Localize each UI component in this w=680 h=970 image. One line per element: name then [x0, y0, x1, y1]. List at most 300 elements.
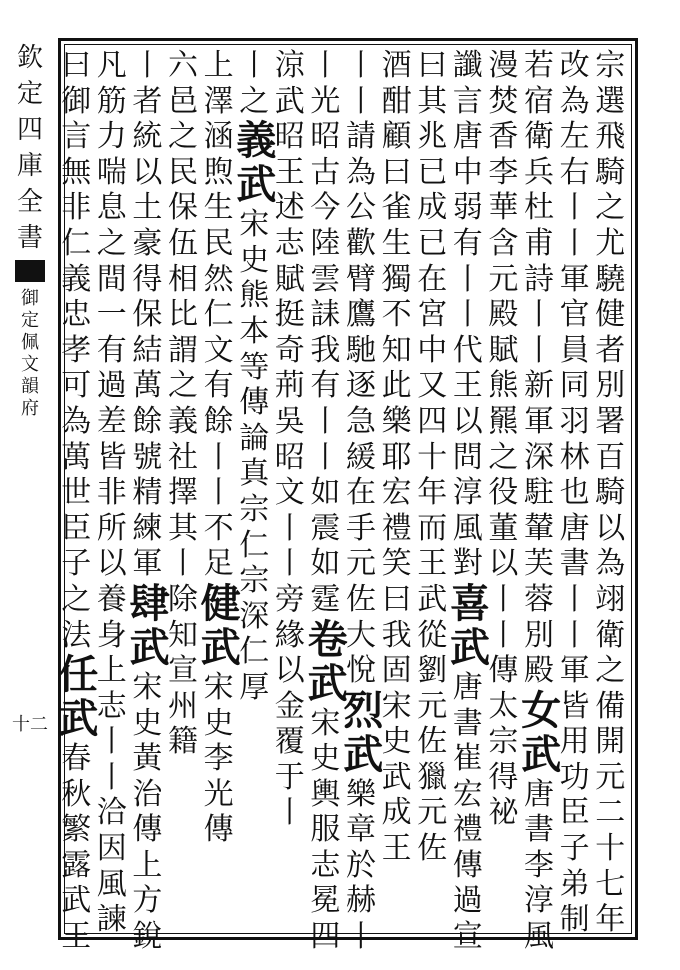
text-char: 傳	[132, 812, 163, 848]
text-char: 元	[417, 688, 448, 724]
book-subtitle	[21, 288, 39, 420]
text-char: 丨	[345, 48, 376, 83]
subtitle-char: 定	[21, 310, 39, 331]
text-char: 皆	[96, 439, 127, 475]
text-char: 王	[61, 919, 92, 955]
text-char: 非	[96, 475, 127, 511]
text-char: 衛	[595, 617, 626, 653]
text-char: 吳	[274, 403, 305, 439]
heading-char: 任	[58, 651, 99, 699]
text-char: 改	[559, 48, 590, 83]
text-char: 兆	[417, 119, 448, 155]
text-column	[486, 48, 522, 928]
text-char: 丨	[452, 297, 483, 333]
text-char: 右	[559, 154, 590, 190]
text-char: 七	[595, 866, 626, 902]
text-char: 成	[381, 795, 412, 831]
text-char: 宮	[417, 297, 448, 333]
title-char: 欽	[16, 43, 43, 73]
heading-char: 喜	[450, 579, 490, 627]
text-char: 中	[452, 154, 483, 190]
text-column	[129, 48, 170, 955]
text-char: 丨	[239, 48, 270, 83]
heading-char: 武	[307, 659, 348, 707]
text-char: 昭	[274, 439, 305, 475]
text-char: 之	[239, 83, 270, 119]
text-char: 董	[488, 510, 519, 546]
text-char: 在	[417, 261, 448, 297]
text-char: 公	[345, 190, 376, 226]
text-char: 誄	[310, 297, 341, 333]
text-char: 禮	[452, 812, 483, 848]
text-char: 霆	[310, 581, 341, 617]
text-char: 丨	[523, 332, 554, 368]
text-char: 宋	[310, 705, 341, 741]
text-char: 統	[132, 119, 163, 155]
text-char: 荊	[274, 368, 305, 404]
text-char: 禮	[381, 510, 412, 546]
text-char: 凡	[96, 48, 127, 83]
text-char: 李	[523, 847, 554, 883]
text-char: 杜	[523, 190, 554, 226]
text-char: 役	[488, 475, 519, 511]
text-char: 上	[203, 48, 234, 83]
text-char: 金	[274, 688, 305, 724]
text-char: 飛	[595, 119, 626, 155]
text-char: 澤	[203, 83, 234, 119]
text-column	[307, 48, 348, 955]
text-char: 足	[203, 546, 234, 582]
text-char: 以	[488, 546, 519, 582]
text-char: 驍	[595, 261, 626, 297]
text-char: 請	[345, 119, 376, 155]
text-char: 奇	[274, 332, 305, 368]
text-char: 甫	[523, 225, 554, 261]
text-char: 一	[96, 297, 127, 333]
text-char: 官	[559, 297, 590, 333]
text-char: 方	[132, 883, 163, 919]
text-char: 史	[239, 242, 270, 278]
text-char: 詩	[523, 261, 554, 297]
text-char: 文	[203, 332, 234, 368]
text-char: 劉	[417, 653, 448, 689]
text-char: 王	[417, 546, 448, 582]
text-column	[236, 48, 277, 928]
text-char: 露	[61, 847, 92, 883]
text-char: 已	[417, 154, 448, 190]
text-char: 笑	[381, 546, 412, 582]
text-char: 風	[523, 919, 554, 955]
text-char: 馳	[345, 332, 376, 368]
subtitle-char: 韻	[21, 376, 39, 397]
text-char: 獵	[417, 759, 448, 795]
text-char: 擇	[167, 475, 198, 511]
text-char: 之	[61, 581, 92, 617]
text-char: 力	[96, 119, 127, 155]
text-char: 繁	[61, 812, 92, 848]
title-char: 四	[16, 115, 43, 145]
text-char: 丨	[203, 475, 234, 511]
text-char: 健	[595, 297, 626, 333]
text-char: 宗	[239, 491, 270, 527]
text-column	[450, 48, 490, 955]
text-char: 王	[274, 154, 305, 190]
text-char: 元	[345, 546, 376, 582]
text-char: 震	[310, 510, 341, 546]
title-char: 定	[16, 79, 43, 109]
heading-char: 女	[521, 686, 562, 734]
text-char: 唐	[523, 776, 554, 812]
text-char: 殿	[523, 653, 554, 689]
text-char: 之	[96, 225, 127, 261]
text-char: 萬	[61, 439, 92, 475]
text-char: 若	[523, 48, 554, 83]
text-char: 保	[167, 190, 198, 226]
text-char: 佐	[417, 831, 448, 867]
text-char: 籍	[167, 724, 198, 760]
text-char: 冕	[310, 883, 341, 919]
text-char: 義	[167, 403, 198, 439]
text-char: 唐	[452, 119, 483, 155]
text-char: 煦	[203, 154, 234, 190]
text-char: 新	[523, 368, 554, 404]
text-char: 有	[203, 368, 234, 404]
text-char: 弟	[559, 866, 590, 902]
text-char: 武	[61, 883, 92, 919]
text-char: 代	[452, 332, 483, 368]
text-char: 賦	[274, 261, 305, 297]
text-char: 以	[595, 510, 626, 546]
text-char: 其	[417, 83, 448, 119]
text-char: 華	[488, 190, 519, 226]
text-char: 得	[132, 261, 163, 297]
text-char: 佐	[345, 581, 376, 617]
text-char: 為	[345, 154, 376, 190]
text-char: 生	[381, 225, 412, 261]
text-char: 四	[310, 919, 341, 955]
text-char: 宣	[452, 919, 483, 955]
text-char: 以	[96, 546, 127, 582]
text-char: 尤	[595, 225, 626, 261]
text-char: 李	[203, 741, 234, 777]
text-char: 傳	[452, 847, 483, 883]
text-char: 臣	[61, 510, 92, 546]
text-char: 百	[595, 439, 626, 475]
text-char: 覆	[274, 724, 305, 760]
text-char: 丨	[274, 546, 305, 582]
text-char: 丨	[310, 48, 341, 83]
text-char: 挺	[274, 297, 305, 333]
text-char: 之	[167, 368, 198, 404]
text-char: 我	[381, 617, 412, 653]
text-char: 生	[203, 190, 234, 226]
text-char: 殿	[488, 297, 519, 333]
text-char: 以	[274, 653, 305, 689]
text-char: 含	[488, 225, 519, 261]
text-char: 志	[274, 225, 305, 261]
text-char: 同	[559, 368, 590, 404]
text-char: 述	[274, 190, 305, 226]
text-char: 過	[96, 368, 127, 404]
text-char: 騎	[595, 154, 626, 190]
text-char: 仁	[61, 225, 92, 261]
subtitle-char: 府	[21, 398, 39, 419]
heading-char: 健	[200, 579, 241, 627]
text-char: 軍	[523, 403, 554, 439]
text-char: 傳	[203, 812, 234, 848]
text-char: 息	[96, 190, 127, 226]
text-char: 言	[61, 119, 92, 155]
text-char: 涼	[274, 48, 305, 83]
text-char: 厚	[239, 669, 270, 705]
text-char: 陸	[310, 225, 341, 261]
heading-char: 武	[58, 695, 99, 743]
text-char: 用	[559, 724, 590, 760]
text-char: 曰	[417, 48, 448, 83]
text-char: 民	[203, 225, 234, 261]
text-char: 顧	[381, 119, 412, 155]
text-char: 丨	[96, 724, 127, 760]
fish-tail-mark	[15, 260, 45, 282]
text-char: 四	[417, 403, 448, 439]
text-char: 輿	[310, 776, 341, 812]
text-char: 丨	[310, 403, 341, 439]
text-column	[343, 48, 384, 955]
text-char: 不	[203, 510, 234, 546]
text-char: 之	[167, 119, 198, 155]
text-char: 鷹	[345, 297, 376, 333]
text-char: 元	[488, 261, 519, 297]
text-char: 赫	[345, 883, 376, 919]
text-char: 翊	[595, 581, 626, 617]
heading-char: 武	[521, 730, 562, 778]
text-char: 精	[132, 475, 163, 511]
text-char: 丨	[274, 795, 305, 831]
text-char: 丨	[96, 759, 127, 795]
text-char: 可	[61, 368, 92, 404]
text-char: 武	[274, 83, 305, 119]
text-char: 王	[381, 831, 412, 867]
subtitle-char: 文	[21, 354, 39, 375]
text-char: 宏	[381, 475, 412, 511]
text-char: 雲	[310, 261, 341, 297]
text-char: 二	[595, 795, 626, 831]
text-char: 春	[61, 741, 92, 777]
title-char: 書	[16, 223, 43, 253]
text-char: 為	[595, 546, 626, 582]
text-char: 元	[417, 795, 448, 831]
text-char: 之	[595, 190, 626, 226]
text-char: 仁	[203, 297, 234, 333]
text-char: 不	[381, 297, 412, 333]
text-char: 子	[559, 831, 590, 867]
text-char: 丨	[523, 297, 554, 333]
text-char: 志	[96, 688, 127, 724]
text-char: 王	[452, 368, 483, 404]
text-char: 仁	[239, 527, 270, 563]
text-char: 書	[452, 705, 483, 741]
text-char: 謂	[167, 332, 198, 368]
text-char: 民	[167, 154, 198, 190]
text-char: 元	[595, 759, 626, 795]
text-char: 本	[239, 313, 270, 349]
text-char: 保	[132, 297, 163, 333]
text-char: 功	[559, 759, 590, 795]
text-column	[165, 48, 201, 928]
text-char: 志	[310, 847, 341, 883]
text-char: 孝	[61, 332, 92, 368]
text-char: 蓉	[523, 581, 554, 617]
text-char: 史	[310, 741, 341, 777]
text-char: 十	[595, 831, 626, 867]
text-column	[272, 48, 308, 928]
text-char: 開	[595, 724, 626, 760]
text-char: 祕	[488, 795, 519, 831]
subtitle-char: 佩	[21, 332, 39, 353]
text-char: 丨	[274, 510, 305, 546]
text-column	[557, 48, 593, 938]
text-char: 丨	[132, 48, 163, 83]
text-char: 比	[167, 297, 198, 333]
text-char: 丨	[345, 919, 376, 955]
text-char: 年	[595, 902, 626, 938]
text-char: 傳	[488, 653, 519, 689]
text-column	[200, 48, 241, 928]
text-char: 曰	[381, 581, 412, 617]
margin-strip	[8, 40, 52, 940]
text-char: 李	[488, 154, 519, 190]
text-char: 邑	[167, 83, 198, 119]
text-char: 喘	[96, 154, 127, 190]
text-char: 過	[452, 883, 483, 919]
text-char: 歡	[345, 225, 376, 261]
title-char: 全	[16, 187, 43, 217]
text-char: 之	[488, 439, 519, 475]
text-char: 除	[167, 581, 198, 617]
text-char: 昭	[310, 119, 341, 155]
text-char: 從	[417, 617, 448, 653]
text-char: 緣	[274, 617, 305, 653]
text-char: 騎	[595, 475, 626, 511]
text-char: 光	[203, 776, 234, 812]
text-char: 丨	[310, 439, 341, 475]
text-char: 在	[345, 475, 376, 511]
text-char: 為	[559, 83, 590, 119]
text-char: 丨	[488, 617, 519, 653]
text-char: 宗	[239, 563, 270, 599]
text-char: 丨	[559, 617, 590, 653]
text-char: 臂	[345, 261, 376, 297]
text-char: 宋	[132, 669, 163, 705]
text-char: 風	[96, 866, 127, 902]
text-char: 所	[96, 510, 127, 546]
text-char: 丨	[559, 190, 590, 226]
text-char: 以	[132, 154, 163, 190]
text-char: 弱	[452, 190, 483, 226]
heading-char: 義	[236, 117, 277, 165]
text-char: 秋	[61, 776, 92, 812]
text-char: 署	[595, 403, 626, 439]
text-char: 宋	[239, 207, 270, 243]
text-char: 因	[96, 831, 127, 867]
text-char: 年	[417, 475, 448, 511]
text-char: 丨	[559, 581, 590, 617]
heading-char: 肆	[129, 579, 170, 627]
text-char: 羆	[488, 403, 519, 439]
text-char: 子	[61, 546, 92, 582]
text-char: 輦	[523, 510, 554, 546]
text-char: 羽	[559, 403, 590, 439]
text-char: 衛	[523, 119, 554, 155]
text-char: 宋	[203, 669, 234, 705]
text-char: 上	[132, 847, 163, 883]
text-char: 崔	[452, 741, 483, 777]
text-char: 雀	[381, 190, 412, 226]
text-char: 宿	[523, 83, 554, 119]
text-char: 間	[96, 261, 127, 297]
text-char: 員	[559, 332, 590, 368]
text-char: 成	[417, 190, 448, 226]
text-char: 丨	[488, 581, 519, 617]
text-char: 軍	[559, 261, 590, 297]
text-char: 法	[61, 617, 92, 653]
text-char: 銳	[132, 919, 163, 955]
text-char: 有	[452, 225, 483, 261]
text-char: 古	[310, 154, 341, 190]
text-char: 文	[274, 475, 305, 511]
text-char: 大	[345, 617, 376, 653]
text-char: 養	[96, 581, 127, 617]
text-char: 練	[132, 510, 163, 546]
text-char: 丨	[452, 261, 483, 297]
text-char: 又	[417, 368, 448, 404]
text-char: 然	[203, 261, 234, 297]
text-char: 宏	[452, 776, 483, 812]
text-char: 史	[203, 705, 234, 741]
text-char: 武	[417, 581, 448, 617]
text-char: 傳	[239, 385, 270, 421]
text-column	[58, 48, 99, 955]
text-column	[521, 48, 562, 955]
text-char: 漫	[488, 48, 519, 83]
text-char: 酒	[381, 48, 412, 83]
text-column	[379, 48, 415, 928]
text-char: 得	[488, 759, 519, 795]
heading-char: 武	[129, 623, 170, 671]
text-char: 今	[310, 190, 341, 226]
text-char: 我	[310, 332, 341, 368]
text-char: 急	[345, 403, 376, 439]
text-char: 豪	[132, 225, 163, 261]
text-char: 淳	[452, 475, 483, 511]
text-char: 宗	[595, 48, 626, 83]
subtitle-char: 御	[21, 288, 39, 309]
text-char: 有	[96, 332, 127, 368]
text-char: 無	[61, 154, 92, 190]
text-char: 之	[595, 653, 626, 689]
text-char: 熊	[488, 368, 519, 404]
text-char: 知	[167, 617, 198, 653]
text-char: 也	[559, 475, 590, 511]
text-char: 書	[559, 546, 590, 582]
text-char: 如	[310, 546, 341, 582]
text-char: 洽	[96, 795, 127, 831]
text-char: 丨	[203, 439, 234, 475]
text-char: 緩	[345, 439, 376, 475]
text-char: 林	[559, 439, 590, 475]
book-title	[17, 40, 43, 256]
text-char: 皆	[559, 688, 590, 724]
